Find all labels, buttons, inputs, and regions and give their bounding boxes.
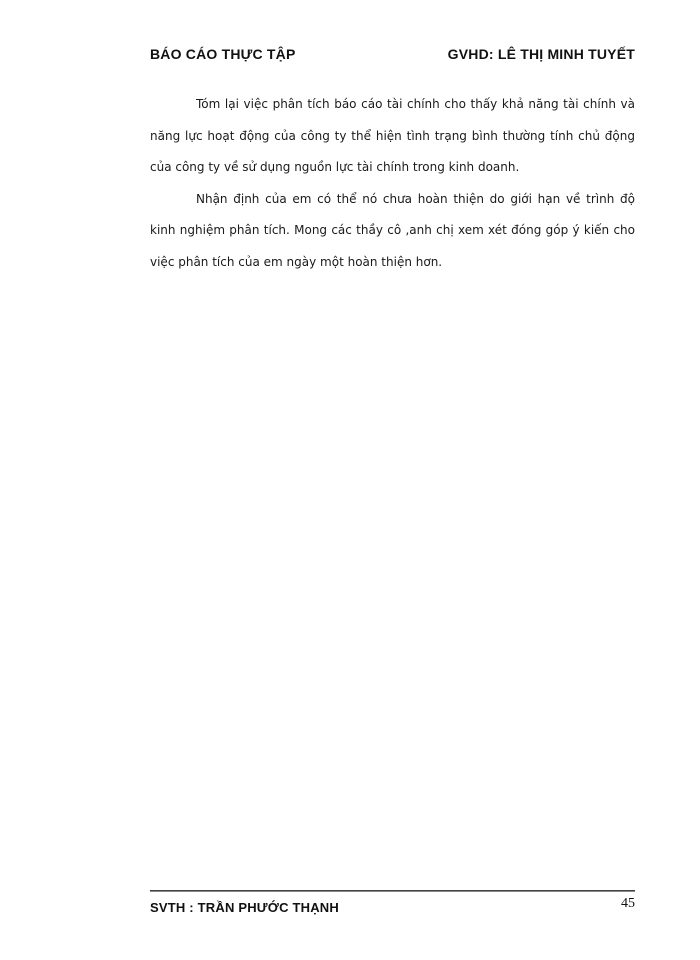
student-name: SVTH : TRẦN PHƯỚC THẠNH [150, 900, 339, 915]
supervisor-name: GVHD: LÊ THỊ MINH TUYẾT [447, 46, 635, 62]
body-text [150, 89, 635, 278]
paragraph-conclusion: Tóm lại việc phân tích báo cáo tài chính cho thấy khả năng tài chính và năng lực hoạt động của công ty thể hiện tình trạng bình thường tính chủ động của công ty về sử dụng nguồn lực tài chính trong kinh doanh. [150, 97, 635, 174]
page-number: 45 [621, 896, 635, 911]
report-title: BÁO CÁO THỰC TẬP [150, 46, 296, 62]
page-header [150, 46, 635, 68]
footer-divider [150, 890, 635, 892]
paragraph-remarks: Nhận định của em có thể nó chưa hoàn thiện do giới hạn về trình độ kinh nghiệm phân tích. Mong các thầy cô ,anh chị xem xét đóng góp ý kiến cho việc phân tích của em ngày một hoàn thiện hơn. [150, 191, 635, 269]
